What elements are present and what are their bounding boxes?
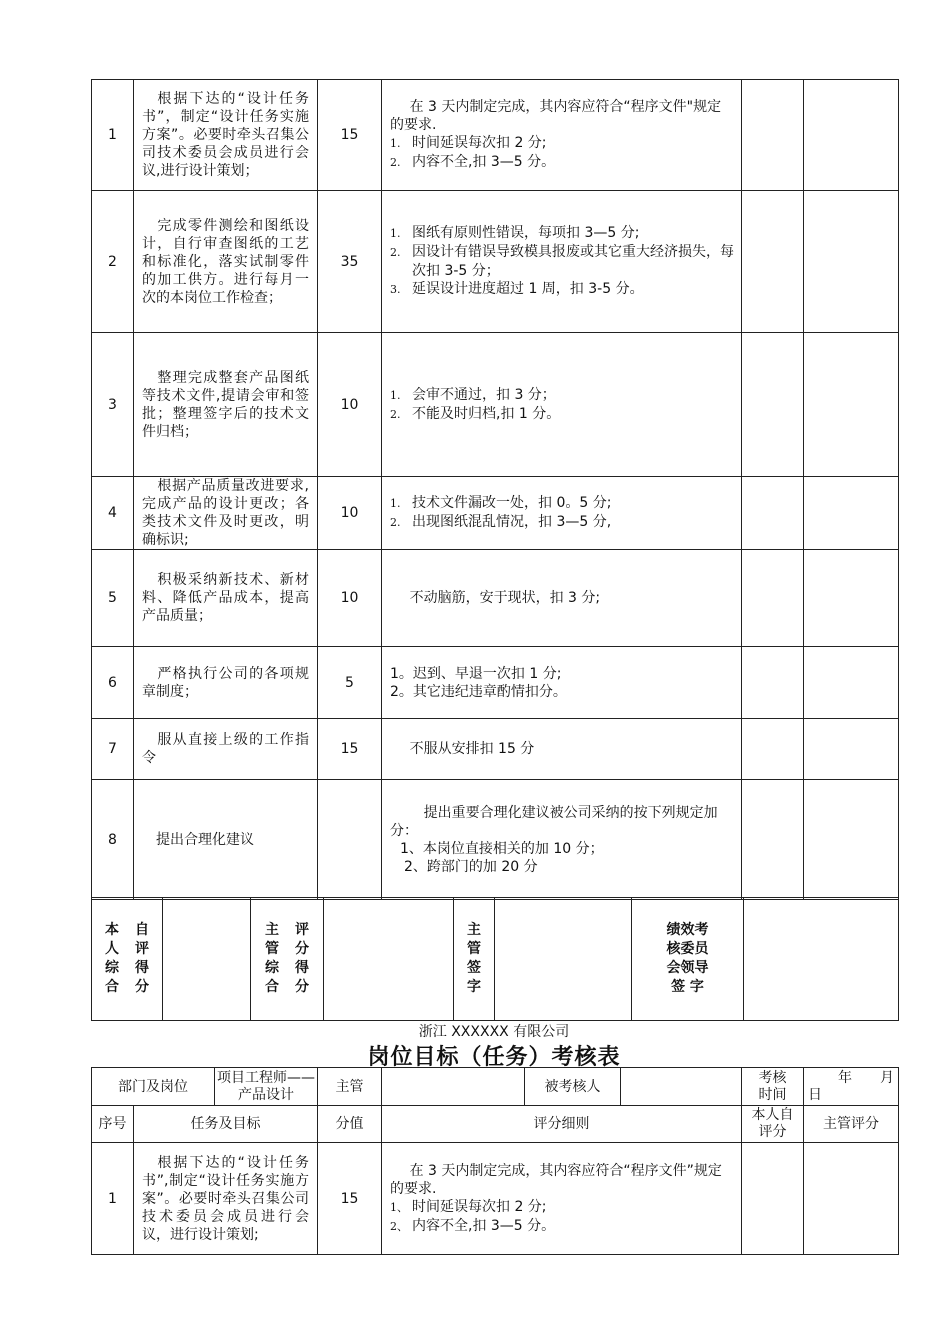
item-text: 延误设计进度超过 1 周，扣 3-5 分。 xyxy=(412,281,644,297)
score-value: 10 xyxy=(318,477,382,550)
row-number: 6 xyxy=(92,647,134,719)
item-text: 出现图纸混乱情况，扣 3—5 分, xyxy=(412,514,612,530)
self-score-cell[interactable] xyxy=(742,1143,804,1255)
item-text: 提出重要合理化建议被公司采纳的按下列规定加分： xyxy=(390,804,718,839)
label-char: 得 xyxy=(295,960,309,976)
detail-line xyxy=(390,1198,735,1217)
detail-line xyxy=(390,386,735,405)
row-number: 4 xyxy=(92,477,134,550)
header-row xyxy=(92,1068,899,1106)
committee-sign-label xyxy=(632,898,744,1021)
detail-line xyxy=(390,280,735,299)
dept-label: 部门及岗位 xyxy=(92,1068,215,1106)
item-number: 1、 xyxy=(390,1200,408,1214)
label-char: 主 xyxy=(265,922,279,938)
detail-line xyxy=(390,1217,735,1236)
item-text: 2。其它违纪违章酌情扣分。 xyxy=(390,683,567,700)
detail-line xyxy=(390,840,735,858)
manager-score-cell[interactable] xyxy=(804,647,899,719)
col-score: 分值 xyxy=(318,1106,382,1143)
manager-value[interactable] xyxy=(382,1068,525,1106)
detail-line xyxy=(390,405,735,424)
score-value: 10 xyxy=(318,333,382,477)
task-text: 完成零件测绘和图纸设计，自行审查图纸的工艺和标准化，落实试制零件的加工供方。进行每月一次的本岗位工作检查； xyxy=(134,191,318,333)
col-self: 本人自评分 xyxy=(742,1106,804,1143)
detail-line xyxy=(390,153,735,172)
manager-score-label xyxy=(251,898,324,1021)
table-row xyxy=(92,80,899,191)
item-text: 因设计有错误导致模具报废或其它重大经济损失，每次扣 3-5 分； xyxy=(412,244,734,279)
manager-score-cell[interactable] xyxy=(804,333,899,477)
score-value: 15 xyxy=(318,719,382,780)
task-text: 根据产品质量改进要求,完成产品的设计更改；各类技术文件及时更改，明确标识; xyxy=(134,477,318,550)
item-number: 1. xyxy=(390,388,401,402)
score-value xyxy=(318,780,382,900)
table-row xyxy=(92,550,899,647)
item-text: 不动脑筋，安于现状，扣 3 分; xyxy=(409,590,601,606)
table-row xyxy=(92,477,899,550)
summary-signature-table xyxy=(91,897,899,1021)
item-number: 2. xyxy=(390,156,401,169)
table-row xyxy=(92,780,899,900)
self-score-cell[interactable] xyxy=(742,191,804,333)
score-value: 10 xyxy=(318,550,382,647)
label-char: 字 xyxy=(467,979,481,995)
task-text: 严格执行公司的各项规章制度； xyxy=(134,647,318,719)
row-number: 2 xyxy=(92,191,134,333)
scoring-detail xyxy=(382,1143,742,1255)
detail-line xyxy=(390,513,735,532)
item-text: 不能及时归档,扣 1 分。 xyxy=(412,405,561,422)
label-char: 分 xyxy=(295,941,309,957)
label-char: 主 xyxy=(467,922,481,938)
manager-score-cell[interactable] xyxy=(804,719,899,780)
scoring-detail xyxy=(382,647,742,719)
item-number: 2. xyxy=(390,516,401,529)
col-manager: 主管评分 xyxy=(804,1106,899,1143)
scoring-detail xyxy=(382,191,742,333)
detail-line xyxy=(390,224,735,243)
label-char: 管 xyxy=(467,941,481,957)
item-text: 时间延误每次扣 2 分; xyxy=(412,135,547,151)
item-text: 时间延误每次扣 2 分; xyxy=(412,1198,547,1215)
col-no: 序号 xyxy=(92,1106,134,1143)
manager-score-cell[interactable] xyxy=(804,477,899,550)
company-name: 浙江 XXXXXX 有限公司 xyxy=(418,1024,570,1040)
table-row xyxy=(92,1143,899,1255)
detail-line xyxy=(390,740,735,758)
item-text: 1。迟到、早退一次扣 1 分; xyxy=(390,665,562,682)
item-number: 1. xyxy=(390,497,401,510)
task-text: 根据下达的“设计任务书”,制定“设计任务实施方案”。必要时牵头召集公司技术委员会成员进行会议，进行设计策划; xyxy=(134,1143,318,1255)
label-char: 自 xyxy=(135,922,149,938)
self-score-value[interactable] xyxy=(163,898,251,1021)
row-number: 3 xyxy=(92,333,134,477)
date-day: 日 xyxy=(808,1086,822,1103)
item-text: 会审不通过，扣 3 分； xyxy=(412,386,556,403)
date-month: 月 xyxy=(880,1069,894,1086)
table-row xyxy=(92,719,899,780)
self-score-label xyxy=(92,898,163,1021)
manager-score-value[interactable] xyxy=(324,898,454,1021)
label-char: 得 xyxy=(135,960,149,976)
task-text: 提出合理化建议 xyxy=(134,780,318,900)
label-char: 签 xyxy=(467,960,481,976)
manager-sign-value[interactable] xyxy=(495,898,632,1021)
item-text: 技术文件漏改一处，扣 0。5 分; xyxy=(412,495,612,511)
time-label: 考核时间 xyxy=(742,1068,804,1106)
item-text: 内容不全,扣 3—5 分。 xyxy=(412,154,556,170)
assessee-value[interactable] xyxy=(621,1068,742,1106)
label-char: 评 xyxy=(295,922,309,938)
self-score-cell[interactable] xyxy=(742,80,804,191)
label-char: 合 xyxy=(265,979,279,995)
label-char: 综 xyxy=(105,960,119,976)
assessment-table xyxy=(91,1067,899,1255)
scoring-detail xyxy=(382,780,742,900)
label-line: 核委员 xyxy=(666,941,709,957)
item-text: 不服从安排扣 15 分 xyxy=(409,741,535,757)
item-text: 1、本岗位直接相关的加 10 分； xyxy=(400,840,604,857)
item-text: 图纸有原则性错误，每项扣 3—5 分; xyxy=(412,225,640,241)
item-number: 3. xyxy=(390,283,401,296)
label-char: 管 xyxy=(265,941,279,957)
row-number: 1 xyxy=(92,80,134,191)
row-number: 7 xyxy=(92,719,134,780)
table-row xyxy=(92,647,899,719)
self-score-cell[interactable] xyxy=(742,550,804,647)
committee-sign-value[interactable] xyxy=(744,898,899,1021)
form-title: 岗位目标（任务）考核表 xyxy=(367,1045,621,1070)
manager-score-cell[interactable] xyxy=(804,780,899,900)
row-number: 5 xyxy=(92,550,134,647)
detail-line xyxy=(390,243,735,280)
scoring-detail xyxy=(382,80,742,191)
assessment-table-continued xyxy=(91,79,899,900)
manager-score-cell[interactable] xyxy=(804,550,899,647)
detail-line xyxy=(390,589,735,607)
task-text: 服从直接上级的工作指令 xyxy=(134,719,318,780)
col-detail: 评分细则 xyxy=(382,1106,742,1143)
label-char: 综 xyxy=(265,960,279,976)
item-number: 2、 xyxy=(390,1219,408,1233)
self-score-cell[interactable] xyxy=(742,477,804,550)
detail-line xyxy=(390,804,735,840)
self-score-cell[interactable] xyxy=(742,333,804,477)
manager-score-cell[interactable] xyxy=(804,80,899,191)
item-number: 2. xyxy=(390,246,401,259)
item-text: 内容不全,扣 3—5 分。 xyxy=(412,1217,556,1234)
manager-sign-label xyxy=(454,898,495,1021)
dept-value: 项目工程师——产品设计 xyxy=(215,1068,318,1106)
item-text: 在 3 天内制定完成，其内容应符合“程序文件"规定的要求. xyxy=(390,99,722,133)
date-field[interactable] xyxy=(804,1068,899,1106)
task-text: 整理完成整套产品图纸等技术文件,提请会审和签批；整理签字后的技术文件归档； xyxy=(134,333,318,477)
self-score-cell[interactable] xyxy=(742,719,804,780)
row-number: 8 xyxy=(92,780,134,900)
label-line: 会领导 xyxy=(666,960,709,976)
item-number: 1. xyxy=(390,137,401,150)
task-text: 积极采纳新技术、新材料、降低产品成本，提高产品质量； xyxy=(134,550,318,647)
detail-line xyxy=(390,683,735,701)
item-text: 在 3 天内制定完成，其内容应符合“程序文件”规定的要求. xyxy=(390,1162,722,1197)
score-value: 15 xyxy=(318,1143,382,1255)
scoring-detail xyxy=(382,719,742,780)
manager-score-cell[interactable] xyxy=(804,191,899,333)
row-number: 1 xyxy=(92,1143,134,1255)
col-task: 任务及目标 xyxy=(134,1106,318,1143)
detail-line xyxy=(390,858,735,876)
scoring-detail xyxy=(382,477,742,550)
column-header-row xyxy=(92,1106,899,1143)
table-row xyxy=(92,333,899,477)
label-char: 分 xyxy=(295,979,309,995)
self-score-cell[interactable] xyxy=(742,780,804,900)
self-score-cell[interactable] xyxy=(742,647,804,719)
scoring-detail xyxy=(382,333,742,477)
score-value: 35 xyxy=(318,191,382,333)
label-char: 合 xyxy=(105,979,119,995)
assessee-label: 被考核人 xyxy=(525,1068,621,1106)
item-text: 2、跨部门的加 20 分 xyxy=(404,858,538,875)
label-line: 签 字 xyxy=(671,979,704,995)
label-char: 本 xyxy=(105,922,119,938)
date-year: 年 xyxy=(838,1069,852,1086)
manager-label: 主管 xyxy=(318,1068,382,1106)
item-number: 1. xyxy=(390,227,401,240)
score-value: 5 xyxy=(318,647,382,719)
table-row xyxy=(92,191,899,333)
label-char: 人 xyxy=(105,941,119,957)
detail-line xyxy=(390,494,735,513)
detail-line xyxy=(390,134,735,153)
score-value: 15 xyxy=(318,80,382,191)
task-text: 根据下达的“设计任务书”，制定“设计任务实施方案”。必要时牵头召集公司技术委员会成员进行会议,进行设计策划； xyxy=(134,80,318,191)
manager-score-cell[interactable] xyxy=(804,1143,899,1255)
detail-line xyxy=(390,98,735,134)
detail-line xyxy=(390,665,735,683)
label-line: 绩效考 xyxy=(666,922,709,938)
scoring-detail xyxy=(382,550,742,647)
detail-line xyxy=(390,1162,735,1198)
label-char: 评 xyxy=(135,941,149,957)
label-char: 分 xyxy=(135,979,149,995)
item-number: 2. xyxy=(390,407,401,421)
